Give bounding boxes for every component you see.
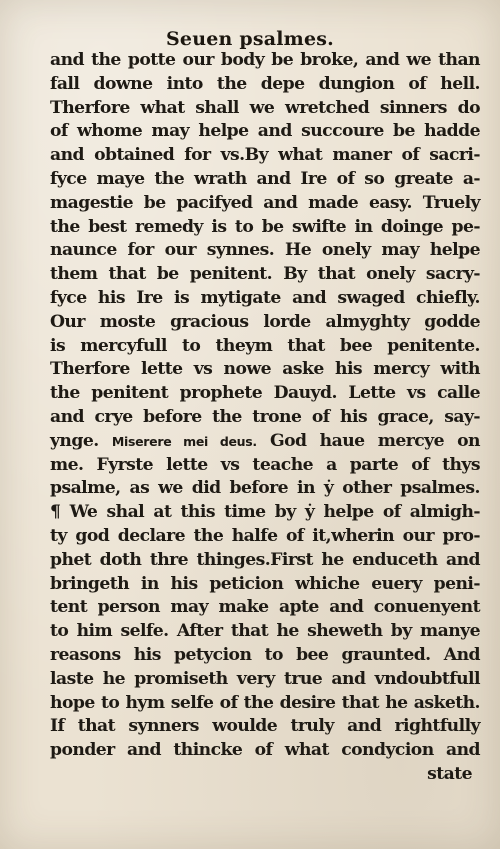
line-text-before: ynge. — [50, 430, 112, 451]
text-line: to him selfe. After that he sheweth by manye — [50, 621, 480, 642]
text-line: Therfore what shall we wretched sinners do — [50, 97, 480, 118]
text-line: of whome may helpe and succoure be hadde — [50, 121, 480, 142]
text-line: ty god declare the halfe of it,wherin our pro- — [50, 525, 480, 546]
text-line: and the potte our body be broke, and we than — [50, 50, 480, 70]
text-line: reasons his petycion to bee graunted. And — [50, 644, 480, 665]
text-line: fall downe into the depe dungion of hell. — [50, 73, 480, 94]
text-line: and crye before the trone of his grace, say- — [50, 406, 480, 427]
text-line: and obtained for vs.By what maner of sacri- — [50, 145, 480, 166]
text-line: naunce for our synnes. He onely may helpe — [50, 240, 480, 261]
text-line: Therfore lette vs nowe aske his mercy with — [50, 359, 480, 380]
body-text — [50, 49, 480, 787]
text-line: fyce maye the wrath and Ire of so greate a- — [50, 168, 480, 189]
text-line: ¶ We shal at this time by ẏ helpe of almigh- — [50, 502, 480, 523]
line-text-after: God haue mercye on — [256, 430, 481, 451]
text-line: is mercyfull to theym that bee penitente. — [50, 335, 480, 356]
text-line: phet doth thre thinges.First he enduceth and — [50, 549, 480, 570]
text-line: If that synners woulde truly and rightfully — [50, 716, 480, 737]
text-line-with-latin — [50, 430, 480, 454]
latin-incipit: Miserere mei deus. — [111, 433, 257, 449]
text-line: ponder and thincke of what condycion and — [50, 740, 480, 761]
text-line: the penitent prophete Dauyd. Lette vs calle — [50, 383, 480, 404]
text-line: psalme, as we did before in ẏ other psalmes. — [50, 478, 480, 499]
text-line: fyce his Ire is mytigate and swaged chiefly. — [50, 287, 480, 308]
text-line: laste he promiseth very true and vndoubtfull — [50, 668, 480, 689]
text-line: the best remedy is to be swifte in doinge pe- — [50, 216, 480, 237]
running-head: Seuen psalmes. — [166, 28, 334, 50]
text-line: me. Fyrste lette vs teache a parte of thys — [50, 454, 480, 475]
text-line: hope to hym selfe of the desire that he asketh. — [50, 692, 480, 713]
text-line: tent person may make apte and conuenyent — [50, 597, 480, 618]
text-line: bringeth in his peticion whiche euery peni- — [50, 573, 480, 594]
text-line: Our moste gracious lorde almyghty godde — [50, 311, 480, 332]
catchword: state — [427, 763, 472, 784]
text-line: magestie be pacifyed and made easy. Truely — [50, 192, 480, 213]
text-line: them that be penitent. By that onely sacry- — [50, 264, 480, 285]
